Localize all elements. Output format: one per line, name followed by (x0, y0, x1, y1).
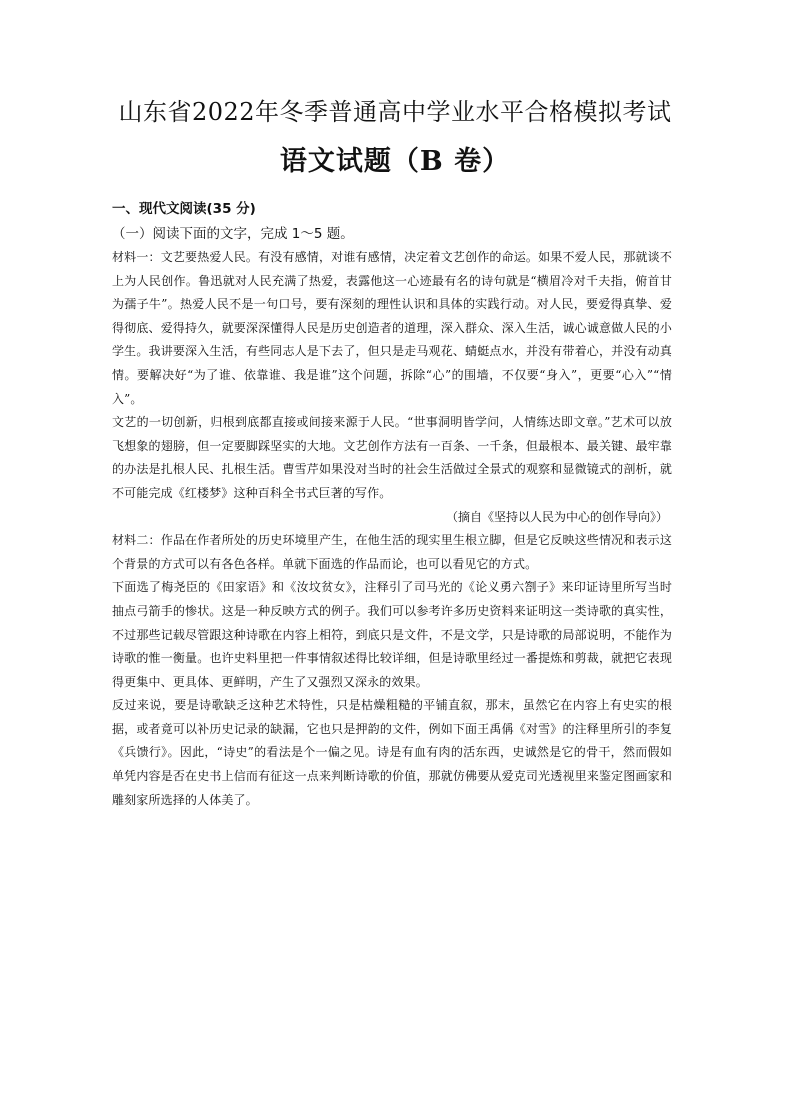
material-one-paragraph-1: 材料一：文艺要热爱人民。有没有感情，对谁有感情，决定着文艺创作的命运。如果不爱人民，那就谈不上为人民创作。鲁迅就对人民充满了热爱，表露他这一心迹最有名的诗句就是“横眉冷对千夫指，俯首甘为孺子牛”。热爱人民不是一句口号，要有深刻的理性认识和具体的实践行动。对人民，要爱得真挚、爱得彻底、爱得持久，就要深深懂得人民是历史创造者的道理，深入群众、深入生活，诚心诚意做人民的小学生。我讲要深入生活，有些同志人是下去了，但只是走马观花、蜻蜓点水，并没有带着心，并没有动真情。要解决好“为了谁、依靠谁、我是谁”这个问题，拆除“心”的围墙，不仅要“身入”，更要“心入”“情入”。 (112, 250, 672, 406)
reading-instruction: （一）阅读下面的文字，完成 1～5 题。 (112, 226, 354, 242)
material-two-paragraph-2: 下面选了梅尧臣的《田家语》和《汝坟贫女》，注释引了司马光的《论义勇六劄子》来印证诗里所写当时抽点弓箭手的惨状。这是一种反映方式的例子。我们可以参考许多历史资料来证明这一类诗歌的真实性，不过那些记载尽管跟这种诗歌在内容上相符，到底只是文件，不是文学，只是诗歌的局部说明，不能作为诗歌的惟一衡量。也许史料里把一件事情叙述得比较详细，但是诗歌里经过一番提炼和剪裁，就把它表现得更集中、更具体、更鲜明，产生了又强烈又深永的效果。 (112, 580, 672, 689)
material-one-paragraph-2: 文艺的一切创新，归根到底都直接或间接来源于人民。“世事洞明皆学问，人情练达即文章。”艺术可以放飞想象的翅膀，但一定要脚踩坚实的大地。文艺创作方法有一百条、一千条，但最根本、最关键、最牢靠的办法是扎根人民、扎根生活。曹雪芹如果没对当时的社会生活做过全景式的观察和显微镜式的剖析，就不可能完成《红楼梦》这种百科全书式巨著的写作。 (112, 415, 672, 500)
exam-subtitle: 语文试题（B 卷） (279, 146, 511, 177)
document-body (112, 198, 672, 812)
material-two-paragraph-3: 反过来说，要是诗歌缺乏这种艺术特性，只是枯燥粗糙的平铺直叙，那末，虽然它在内容上有史实的根据，或者竟可以补历史记录的缺漏，它也只是押韵的文件，例如下面王禹偁《对雪》的注释里所引的李复《兵馈行》。因此，“诗史”的看法是个一偏之见。诗是有血有肉的活东西，史诚然是它的骨干，然而假如单凭内容是否在史书上信而有征这一点来判断诗歌的价值，那就仿佛要从爱克司光透视里来鉴定图画家和雕刻家所选择的人体美了。 (112, 698, 672, 807)
section-heading: 一、现代文阅读(35 分) (112, 201, 256, 217)
material-two-paragraph-1: 材料二：作品在作者所处的历史环境里产生，在他生活的现实里生根立脚，但是它反映这些情况和表示这个背景的方式可以有各色各样。单就下面选的作品而论，也可以看见它的方式。 (112, 533, 672, 571)
exam-title: 山东省2022年冬季普通高中学业水平合格模拟考试 (118, 98, 672, 126)
source-note: （摘自《坚持以人民为中心的创作导向》） (445, 509, 668, 524)
